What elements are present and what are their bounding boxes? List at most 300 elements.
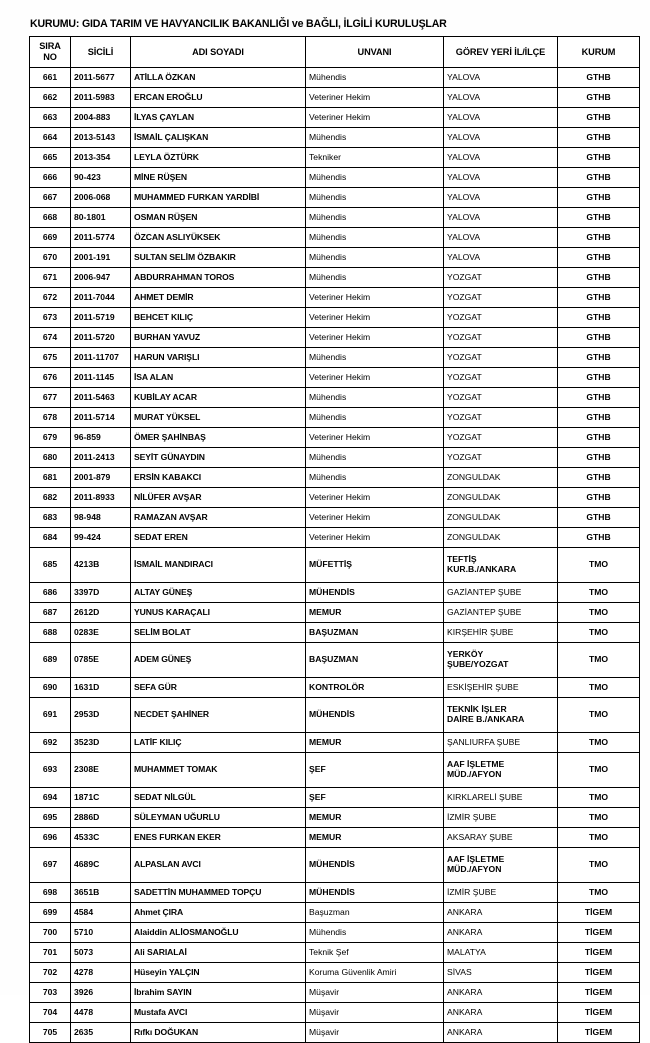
cell-gorev-yeri-line1: ANKARA bbox=[447, 1006, 483, 1017]
cell-sira-no: 689 bbox=[30, 643, 71, 678]
cell-unvani: MÜHENDİS bbox=[306, 698, 444, 733]
cell-sicili: 2011-8933 bbox=[71, 488, 131, 508]
cell-sira-no: 692 bbox=[30, 733, 71, 753]
cell-adi-soyadi: SULTAN SELİM ÖZBAKIR bbox=[131, 248, 306, 268]
cell-adi-soyadi: ADEM GÜNEŞ bbox=[131, 643, 306, 678]
cell-adi-soyadi: Hüseyin YALÇIN bbox=[131, 963, 306, 983]
cell-sira-no: 676 bbox=[30, 368, 71, 388]
cell-gorev-yeri bbox=[444, 1023, 558, 1043]
cell-sira-no: 673 bbox=[30, 308, 71, 328]
cell-sicili: 4584 bbox=[71, 903, 131, 923]
cell-adi-soyadi: ABDURRAHMAN TOROS bbox=[131, 268, 306, 288]
table-row bbox=[30, 603, 640, 623]
cell-gorev-yeri-line1: AAF İŞLETME bbox=[447, 854, 505, 865]
cell-unvani: Mühendis bbox=[306, 168, 444, 188]
cell-sicili: 2013-354 bbox=[71, 148, 131, 168]
cell-adi-soyadi: LATİF KILIÇ bbox=[131, 733, 306, 753]
cell-unvani: Mühendis bbox=[306, 128, 444, 148]
cell-unvani: Veteriner Hekim bbox=[306, 328, 444, 348]
cell-gorev-yeri-line1: YALOVA bbox=[447, 131, 481, 142]
cell-gorev-yeri-line1: YOZGAT bbox=[447, 351, 482, 362]
cell-unvani: Veteriner Hekim bbox=[306, 488, 444, 508]
cell-unvani: Müşavir bbox=[306, 983, 444, 1003]
cell-sicili: 3926 bbox=[71, 983, 131, 1003]
table-row bbox=[30, 698, 640, 733]
cell-gorev-yeri-line1: YOZGAT bbox=[447, 451, 482, 462]
cell-adi-soyadi: NECDET ŞAHİNER bbox=[131, 698, 306, 733]
table-row bbox=[30, 68, 640, 88]
cell-gorev-yeri bbox=[444, 808, 558, 828]
cell-sira-no: 687 bbox=[30, 603, 71, 623]
cell-sicili: 2006-068 bbox=[71, 188, 131, 208]
cell-adi-soyadi: Ali SARIALAİ bbox=[131, 943, 306, 963]
cell-sicili: 2011-5983 bbox=[71, 88, 131, 108]
cell-sira-no: 678 bbox=[30, 408, 71, 428]
cell-adi-soyadi: SEFA GÜR bbox=[131, 678, 306, 698]
cell-unvani: Mühendis bbox=[306, 208, 444, 228]
table-row bbox=[30, 808, 640, 828]
table-row bbox=[30, 848, 640, 883]
cell-adi-soyadi: İbrahim SAYIN bbox=[131, 983, 306, 1003]
cell-gorev-yeri-line1: YOZGAT bbox=[447, 391, 482, 402]
table-row bbox=[30, 188, 640, 208]
cell-gorev-yeri-line2: MÜD./AFYON bbox=[447, 769, 502, 779]
cell-adi-soyadi: SEYİT GÜNAYDIN bbox=[131, 448, 306, 468]
cell-sira-no: 697 bbox=[30, 848, 71, 883]
table-row bbox=[30, 528, 640, 548]
table-row bbox=[30, 448, 640, 468]
cell-kurum: TMO bbox=[558, 828, 640, 848]
cell-kurum: TMO bbox=[558, 753, 640, 788]
cell-kurum: GTHB bbox=[558, 408, 640, 428]
cell-gorev-yeri bbox=[444, 208, 558, 228]
cell-sira-no: 695 bbox=[30, 808, 71, 828]
cell-adi-soyadi: ERSİN KABAKCI bbox=[131, 468, 306, 488]
table-body bbox=[30, 68, 640, 1043]
table-row bbox=[30, 623, 640, 643]
cell-gorev-yeri-line1: YALOVA bbox=[447, 111, 481, 122]
cell-gorev-yeri bbox=[444, 603, 558, 623]
table-row bbox=[30, 923, 640, 943]
cell-gorev-yeri-line1: ZONGULDAK bbox=[447, 511, 501, 522]
cell-gorev-yeri bbox=[444, 548, 558, 583]
column-header-adi-soyadi: ADI SOYADI bbox=[131, 37, 306, 68]
cell-gorev-yeri-line1: YOZGAT bbox=[447, 331, 482, 342]
page-title: KURUMU: GIDA TARIM VE HAVYANCILIK BAKANLIĞI ve BAĞLI, İLGİLİ KURULUŞLAR bbox=[30, 18, 447, 30]
cell-sira-no: 664 bbox=[30, 128, 71, 148]
table-row bbox=[30, 168, 640, 188]
cell-sicili: 3523D bbox=[71, 733, 131, 753]
column-header-unvani: UNVANI bbox=[306, 37, 444, 68]
cell-sicili: 2011-5714 bbox=[71, 408, 131, 428]
cell-unvani: Veteriner Hekim bbox=[306, 88, 444, 108]
cell-sicili: 99-424 bbox=[71, 528, 131, 548]
cell-kurum: TMO bbox=[558, 883, 640, 903]
cell-sicili: 2953D bbox=[71, 698, 131, 733]
cell-gorev-yeri bbox=[444, 268, 558, 288]
cell-sira-no: 686 bbox=[30, 583, 71, 603]
column-header-sicili: SİCİLİ bbox=[71, 37, 131, 68]
cell-adi-soyadi: ALPASLAN AVCI bbox=[131, 848, 306, 883]
cell-gorev-yeri bbox=[444, 188, 558, 208]
cell-gorev-yeri-line1: TEFTİŞ bbox=[447, 554, 477, 565]
cell-gorev-yeri-line1: AAF İŞLETME bbox=[447, 759, 505, 770]
cell-adi-soyadi: Alaiddin ALİOSMANOĞLU bbox=[131, 923, 306, 943]
cell-kurum: GTHB bbox=[558, 348, 640, 368]
column-header-gorev-yeri: GÖREV YERİ İL/İLÇE bbox=[444, 37, 558, 68]
cell-gorev-yeri-line1: ZONGULDAK bbox=[447, 471, 501, 482]
cell-gorev-yeri bbox=[444, 168, 558, 188]
cell-sira-no: 682 bbox=[30, 488, 71, 508]
cell-unvani: MÜFETTİŞ bbox=[306, 548, 444, 583]
cell-sicili: 4533C bbox=[71, 828, 131, 848]
cell-sira-no: 661 bbox=[30, 68, 71, 88]
cell-unvani: Mühendis bbox=[306, 388, 444, 408]
table-row bbox=[30, 468, 640, 488]
table-row bbox=[30, 108, 640, 128]
cell-sicili: 80-1801 bbox=[71, 208, 131, 228]
cell-sicili: 3397D bbox=[71, 583, 131, 603]
cell-adi-soyadi: NİLÜFER AVŞAR bbox=[131, 488, 306, 508]
cell-gorev-yeri-line1: YOZGAT bbox=[447, 271, 482, 282]
cell-unvani: Teknik Şef bbox=[306, 943, 444, 963]
table-row bbox=[30, 148, 640, 168]
table-row bbox=[30, 288, 640, 308]
table-row bbox=[30, 88, 640, 108]
cell-gorev-yeri-line2: KUR.B./ANKARA bbox=[447, 564, 517, 574]
cell-sicili: 2001-191 bbox=[71, 248, 131, 268]
cell-unvani: MEMUR bbox=[306, 808, 444, 828]
cell-sira-no: 702 bbox=[30, 963, 71, 983]
cell-adi-soyadi: KUBİLAY ACAR bbox=[131, 388, 306, 408]
cell-gorev-yeri bbox=[444, 328, 558, 348]
table-row bbox=[30, 228, 640, 248]
cell-adi-soyadi: YUNUS KARAÇALI bbox=[131, 603, 306, 623]
cell-sira-no: 690 bbox=[30, 678, 71, 698]
cell-sicili: 4213B bbox=[71, 548, 131, 583]
cell-sira-no: 693 bbox=[30, 753, 71, 788]
table-row bbox=[30, 488, 640, 508]
cell-sicili: 2886D bbox=[71, 808, 131, 828]
cell-gorev-yeri-line1: KIRŞEHİR ŞUBE bbox=[447, 626, 514, 637]
cell-sira-no: 704 bbox=[30, 1003, 71, 1023]
cell-unvani: Mühendis bbox=[306, 348, 444, 368]
cell-sira-no: 681 bbox=[30, 468, 71, 488]
cell-gorev-yeri bbox=[444, 228, 558, 248]
cell-gorev-yeri bbox=[444, 733, 558, 753]
cell-kurum: TİGEM bbox=[558, 903, 640, 923]
cell-sicili: 4478 bbox=[71, 1003, 131, 1023]
cell-sicili: 2013-5143 bbox=[71, 128, 131, 148]
cell-sicili: 3651B bbox=[71, 883, 131, 903]
cell-adi-soyadi: İSMAİL MANDIRACI bbox=[131, 548, 306, 583]
cell-unvani: Mühendis bbox=[306, 188, 444, 208]
cell-gorev-yeri-line1: YOZGAT bbox=[447, 431, 482, 442]
cell-unvani: MÜHENDİS bbox=[306, 883, 444, 903]
cell-kurum: TMO bbox=[558, 698, 640, 733]
table-row bbox=[30, 348, 640, 368]
personnel-table bbox=[29, 36, 640, 1043]
cell-kurum: GTHB bbox=[558, 128, 640, 148]
cell-sira-no: 669 bbox=[30, 228, 71, 248]
cell-gorev-yeri bbox=[444, 108, 558, 128]
cell-kurum: TİGEM bbox=[558, 1003, 640, 1023]
cell-unvani: BAŞUZMAN bbox=[306, 623, 444, 643]
cell-gorev-yeri-line1: YOZGAT bbox=[447, 371, 482, 382]
cell-adi-soyadi: BEHCET KILIÇ bbox=[131, 308, 306, 328]
cell-unvani: Müşavir bbox=[306, 1003, 444, 1023]
cell-gorev-yeri bbox=[444, 678, 558, 698]
cell-gorev-yeri-line1: ANKARA bbox=[447, 926, 483, 937]
cell-gorev-yeri-line1: YALOVA bbox=[447, 91, 481, 102]
cell-gorev-yeri bbox=[444, 583, 558, 603]
cell-gorev-yeri bbox=[444, 883, 558, 903]
cell-adi-soyadi: MUHAMMED FURKAN YARDİBİ bbox=[131, 188, 306, 208]
cell-sicili: 4689C bbox=[71, 848, 131, 883]
cell-sicili: 0283E bbox=[71, 623, 131, 643]
table-row bbox=[30, 828, 640, 848]
cell-sira-no: 694 bbox=[30, 788, 71, 808]
cell-kurum: TİGEM bbox=[558, 923, 640, 943]
header-row bbox=[30, 37, 640, 68]
cell-sicili: 1631D bbox=[71, 678, 131, 698]
cell-adi-soyadi: Rıfkı DOĞUKAN bbox=[131, 1023, 306, 1043]
cell-sira-no: 663 bbox=[30, 108, 71, 128]
cell-gorev-yeri bbox=[444, 623, 558, 643]
cell-gorev-yeri-line1: ŞANLIURFA ŞUBE bbox=[447, 736, 521, 747]
cell-gorev-yeri bbox=[444, 428, 558, 448]
table-row bbox=[30, 963, 640, 983]
cell-sicili: 2011-5774 bbox=[71, 228, 131, 248]
cell-gorev-yeri-line1: YALOVA bbox=[447, 151, 481, 162]
cell-adi-soyadi: MURAT YÜKSEL bbox=[131, 408, 306, 428]
cell-adi-soyadi: MUHAMMET TOMAK bbox=[131, 753, 306, 788]
cell-kurum: TMO bbox=[558, 623, 640, 643]
cell-sicili: 98-948 bbox=[71, 508, 131, 528]
cell-gorev-yeri-line1: GAZİANTEP ŞUBE bbox=[447, 586, 522, 597]
table-row bbox=[30, 408, 640, 428]
cell-adi-soyadi: MİNE RÜŞEN bbox=[131, 168, 306, 188]
table-row bbox=[30, 128, 640, 148]
cell-adi-soyadi: SELİM BOLAT bbox=[131, 623, 306, 643]
cell-adi-soyadi: İSMAİL ÇALIŞKAN bbox=[131, 128, 306, 148]
cell-gorev-yeri bbox=[444, 368, 558, 388]
cell-sira-no: 667 bbox=[30, 188, 71, 208]
cell-kurum: TMO bbox=[558, 583, 640, 603]
table-row bbox=[30, 508, 640, 528]
cell-kurum: TİGEM bbox=[558, 1023, 640, 1043]
cell-sicili: 90-423 bbox=[71, 168, 131, 188]
cell-sicili: 2011-2413 bbox=[71, 448, 131, 468]
cell-sira-no: 688 bbox=[30, 623, 71, 643]
cell-kurum: TMO bbox=[558, 678, 640, 698]
cell-gorev-yeri-line1: SİVAS bbox=[447, 966, 472, 977]
cell-unvani: Tekniker bbox=[306, 148, 444, 168]
cell-sira-no: 699 bbox=[30, 903, 71, 923]
cell-sicili: 2011-7044 bbox=[71, 288, 131, 308]
cell-adi-soyadi: SEDAT NİLGÜL bbox=[131, 788, 306, 808]
cell-unvani: Veteriner Hekim bbox=[306, 528, 444, 548]
cell-gorev-yeri-line1: TEKNİK İŞLER bbox=[447, 704, 507, 715]
cell-kurum: GTHB bbox=[558, 248, 640, 268]
table-row bbox=[30, 368, 640, 388]
cell-unvani: MÜHENDİS bbox=[306, 848, 444, 883]
cell-sira-no: 705 bbox=[30, 1023, 71, 1043]
cell-adi-soyadi: SADETTİN MUHAMMED TOPÇU bbox=[131, 883, 306, 903]
cell-gorev-yeri bbox=[444, 788, 558, 808]
cell-adi-soyadi: HARUN VARIŞLI bbox=[131, 348, 306, 368]
table-row bbox=[30, 1003, 640, 1023]
cell-gorev-yeri-line1: İZMİR ŞUBE bbox=[447, 886, 497, 897]
cell-adi-soyadi: AHMET DEMİR bbox=[131, 288, 306, 308]
cell-adi-soyadi: BURHAN YAVUZ bbox=[131, 328, 306, 348]
cell-gorev-yeri-line1: YALOVA bbox=[447, 211, 481, 222]
cell-gorev-yeri-line1: KIRKLARELİ ŞUBE bbox=[447, 791, 523, 802]
cell-adi-soyadi: ÖZCAN ASLIYÜKSEK bbox=[131, 228, 306, 248]
cell-gorev-yeri-line1: GAZİANTEP ŞUBE bbox=[447, 606, 522, 617]
cell-sira-no: 691 bbox=[30, 698, 71, 733]
cell-gorev-yeri-line1: MALATYA bbox=[447, 946, 486, 957]
cell-gorev-yeri-line1: ZONGULDAK bbox=[447, 491, 501, 502]
cell-sira-no: 670 bbox=[30, 248, 71, 268]
table-row bbox=[30, 248, 640, 268]
column-header-sira-no bbox=[30, 37, 71, 68]
cell-gorev-yeri bbox=[444, 288, 558, 308]
cell-adi-soyadi: OSMAN RÜŞEN bbox=[131, 208, 306, 228]
cell-sira-no: 680 bbox=[30, 448, 71, 468]
cell-sira-no: 696 bbox=[30, 828, 71, 848]
cell-kurum: GTHB bbox=[558, 508, 640, 528]
cell-sicili: 2011-5463 bbox=[71, 388, 131, 408]
table-row bbox=[30, 643, 640, 678]
cell-gorev-yeri bbox=[444, 508, 558, 528]
cell-gorev-yeri bbox=[444, 903, 558, 923]
column-header-sira-no-line2: NO bbox=[43, 52, 57, 62]
cell-sicili: 2011-1145 bbox=[71, 368, 131, 388]
cell-sira-no: 703 bbox=[30, 983, 71, 1003]
cell-gorev-yeri-line1: ESKİŞEHİR ŞUBE bbox=[447, 681, 519, 692]
table-row bbox=[30, 753, 640, 788]
cell-kurum: TİGEM bbox=[558, 943, 640, 963]
cell-gorev-yeri bbox=[444, 308, 558, 328]
cell-kurum: TMO bbox=[558, 643, 640, 678]
cell-unvani: Mühendis bbox=[306, 68, 444, 88]
table-row bbox=[30, 548, 640, 583]
cell-kurum: GTHB bbox=[558, 68, 640, 88]
cell-gorev-yeri-line1: ZONGULDAK bbox=[447, 531, 501, 542]
cell-unvani: Koruma Güvenlik Amiri bbox=[306, 963, 444, 983]
cell-unvani: Veteriner Hekim bbox=[306, 308, 444, 328]
cell-kurum: GTHB bbox=[558, 208, 640, 228]
cell-gorev-yeri bbox=[444, 148, 558, 168]
cell-gorev-yeri-line1: YALOVA bbox=[447, 231, 481, 242]
cell-gorev-yeri-line1: ANKARA bbox=[447, 986, 483, 997]
cell-kurum: TMO bbox=[558, 808, 640, 828]
cell-sira-no: 674 bbox=[30, 328, 71, 348]
cell-gorev-yeri bbox=[444, 408, 558, 428]
cell-sicili: 96-859 bbox=[71, 428, 131, 448]
table-row bbox=[30, 208, 640, 228]
cell-sicili: 2006-947 bbox=[71, 268, 131, 288]
table-row bbox=[30, 678, 640, 698]
cell-unvani: ŞEF bbox=[306, 753, 444, 788]
cell-unvani: Mühendis bbox=[306, 228, 444, 248]
cell-kurum: GTHB bbox=[558, 388, 640, 408]
cell-kurum: GTHB bbox=[558, 368, 640, 388]
cell-gorev-yeri-line1: YERKÖY bbox=[447, 649, 484, 660]
cell-sicili: 0785E bbox=[71, 643, 131, 678]
cell-unvani: Veteriner Hekim bbox=[306, 428, 444, 448]
cell-gorev-yeri-line1: ANKARA bbox=[447, 1026, 483, 1037]
cell-sira-no: 698 bbox=[30, 883, 71, 903]
cell-gorev-yeri-line2: MÜD./AFYON bbox=[447, 864, 502, 874]
table-row bbox=[30, 883, 640, 903]
cell-sira-no: 677 bbox=[30, 388, 71, 408]
cell-kurum: GTHB bbox=[558, 108, 640, 128]
cell-adi-soyadi: ÖMER ŞAHİNBAŞ bbox=[131, 428, 306, 448]
cell-gorev-yeri bbox=[444, 68, 558, 88]
cell-sira-no: 684 bbox=[30, 528, 71, 548]
table-row bbox=[30, 1023, 640, 1043]
table-row bbox=[30, 903, 640, 923]
cell-gorev-yeri bbox=[444, 848, 558, 883]
cell-unvani: MEMUR bbox=[306, 603, 444, 623]
cell-gorev-yeri bbox=[444, 943, 558, 963]
cell-unvani: BAŞUZMAN bbox=[306, 643, 444, 678]
cell-kurum: TMO bbox=[558, 733, 640, 753]
cell-unvani: Veteriner Hekim bbox=[306, 508, 444, 528]
cell-unvani: Başuzman bbox=[306, 903, 444, 923]
cell-gorev-yeri-line1: YOZGAT bbox=[447, 311, 482, 322]
cell-unvani: Mühendis bbox=[306, 923, 444, 943]
cell-gorev-yeri bbox=[444, 698, 558, 733]
cell-gorev-yeri-line1: YOZGAT bbox=[447, 411, 482, 422]
table-row bbox=[30, 388, 640, 408]
cell-gorev-yeri-line2: DAİRE B./ANKARA bbox=[447, 714, 525, 724]
cell-gorev-yeri-line1: İZMİR ŞUBE bbox=[447, 811, 497, 822]
cell-gorev-yeri bbox=[444, 753, 558, 788]
cell-sira-no: 700 bbox=[30, 923, 71, 943]
cell-kurum: TİGEM bbox=[558, 963, 640, 983]
cell-adi-soyadi: Ahmet ÇIRA bbox=[131, 903, 306, 923]
cell-adi-soyadi: ENES FURKAN EKER bbox=[131, 828, 306, 848]
table-row bbox=[30, 428, 640, 448]
cell-sira-no: 672 bbox=[30, 288, 71, 308]
cell-unvani: Mühendis bbox=[306, 468, 444, 488]
cell-kurum: GTHB bbox=[558, 488, 640, 508]
cell-unvani: Mühendis bbox=[306, 408, 444, 428]
table-row bbox=[30, 308, 640, 328]
cell-gorev-yeri bbox=[444, 88, 558, 108]
cell-gorev-yeri bbox=[444, 963, 558, 983]
cell-gorev-yeri bbox=[444, 488, 558, 508]
cell-sicili: 2612D bbox=[71, 603, 131, 623]
cell-kurum: GTHB bbox=[558, 528, 640, 548]
cell-sira-no: 685 bbox=[30, 548, 71, 583]
cell-sicili: 2011-11707 bbox=[71, 348, 131, 368]
cell-gorev-yeri bbox=[444, 128, 558, 148]
cell-kurum: GTHB bbox=[558, 228, 640, 248]
cell-unvani: MÜHENDİS bbox=[306, 583, 444, 603]
cell-adi-soyadi: İLYAS ÇAYLAN bbox=[131, 108, 306, 128]
cell-sicili: 1871C bbox=[71, 788, 131, 808]
cell-sicili: 2011-5677 bbox=[71, 68, 131, 88]
cell-kurum: GTHB bbox=[558, 148, 640, 168]
table-row bbox=[30, 733, 640, 753]
cell-unvani: ŞEF bbox=[306, 788, 444, 808]
cell-sicili: 2308E bbox=[71, 753, 131, 788]
cell-kurum: GTHB bbox=[558, 308, 640, 328]
